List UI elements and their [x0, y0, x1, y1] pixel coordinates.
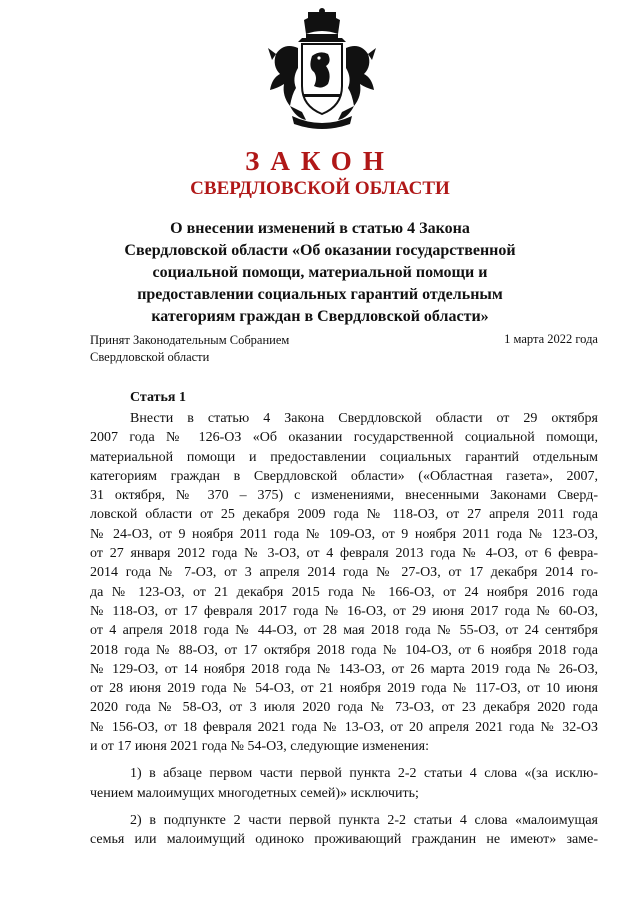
intro-paragraph [90, 409, 598, 756]
text-line: 2007 года № 126-ОЗ «Об оказании государственной социальной помощи, [90, 430, 598, 446]
item-1-paragraph [90, 764, 598, 803]
text-line: 1) в абзаце первом части первой пункта 2-2 статьи 4 слова «(за исклю- [130, 766, 598, 782]
item-2-paragraph [90, 811, 598, 850]
title-line: Свердловской области «Об оказании государственной [124, 242, 516, 259]
text-line: № 156-ОЗ, от 18 февраля 2021 года № 13-ОЗ, от 20 апреля 2021 года № 32-ОЗ [90, 719, 598, 735]
text-line: от 28 июня 2019 года № 54-ОЗ, от 21 ноября 2019 года № 117-ОЗ, от 10 июня [90, 681, 598, 697]
title-line: О внесении изменений в статью 4 Закона [170, 220, 470, 237]
text-line: категориям граждан в Свердловской области» («Областная газета», 2007, [90, 468, 598, 484]
text-line: 31 октября, № 370 – 375) с изменениями, внесенными Законами Сверд- [90, 488, 598, 504]
text-line: от 4 апреля 2018 года № 44-ОЗ, от 28 мая 2018 года № 55-ОЗ, от 24 сентября [90, 623, 598, 639]
text-line: от 27 января 2012 года № 3-ОЗ, от 4 февраля 2013 года № 4-ОЗ, от 6 февра- [90, 546, 598, 562]
text-line: 2014 года № 7-ОЗ, от 3 апреля 2014 года № 27-ОЗ, от 17 декабря 2014 го- [90, 565, 598, 581]
title-line: предоставлении социальных гарантий отдельным [137, 286, 503, 303]
text-line: 2) в подпункте 2 части первой пункта 2-2 статьи 4 слова «малоимущая [130, 812, 598, 828]
adoption-note [90, 332, 289, 366]
text-line: № 118-ОЗ, от 17 февраля 2017 года № 16-ОЗ, от 29 июня 2017 года № 60-ОЗ, [90, 603, 598, 619]
article-body [90, 409, 598, 850]
region-heading: СВЕРДЛОВСКОЙ ОБЛАСТИ [190, 178, 450, 199]
coat-of-arms-icon [262, 8, 382, 132]
text-line: Внести в статью 4 Закона Свердловской области от 29 октября [130, 411, 598, 426]
text-line: материальной помощи и предоставлении социальных гарантий отдельным [90, 449, 598, 465]
text-line: 2018 года № 88-ОЗ, от 17 октября 2018 года № 104-ОЗ, от 6 ноября 2018 года [90, 642, 598, 658]
article-heading: Статья 1 [130, 390, 186, 405]
text-line: 2020 года № 58-ОЗ, от 3 июля 2020 года № 73-ОЗ, от 23 декабря 2020 года [90, 700, 598, 716]
adoption-date: 1 марта 2022 года [504, 332, 598, 346]
document-title [100, 218, 540, 328]
title-line: социальной помощи, материальной помощи и [152, 264, 488, 281]
adoption-line: Принят Законодательным Собранием [90, 333, 290, 347]
title-line: категориям граждан в Свердловской области» [151, 308, 489, 325]
law-heading: ЗАКОН [245, 146, 395, 176]
text-line: семья или малоимущий одиноко проживающий гражданин не имеют» заме- [90, 832, 598, 848]
adoption-line: Свердловской области [90, 350, 210, 364]
text-line: да № 123-ОЗ, от 21 декабря 2015 года № 166-ОЗ, от 24 ноября 2016 года [90, 584, 598, 600]
text-line: № 24-ОЗ, от 9 ноября 2011 года № 109-ОЗ, от 9 ноября 2011 года № 123-ОЗ, [90, 526, 598, 542]
text-line: и от 17 июня 2021 года № 54-ОЗ, следующие изменения: [90, 739, 429, 755]
text-line: № 129-ОЗ, от 14 ноября 2018 года № 143-ОЗ, от 26 марта 2019 года № 26-ОЗ, [90, 661, 598, 677]
text-line: чением малоимущих многодетных семей)» исключить; [90, 785, 419, 801]
text-line: ловской области от 25 декабря 2009 года № 118-ОЗ, от 27 апреля 2011 года [90, 507, 598, 523]
